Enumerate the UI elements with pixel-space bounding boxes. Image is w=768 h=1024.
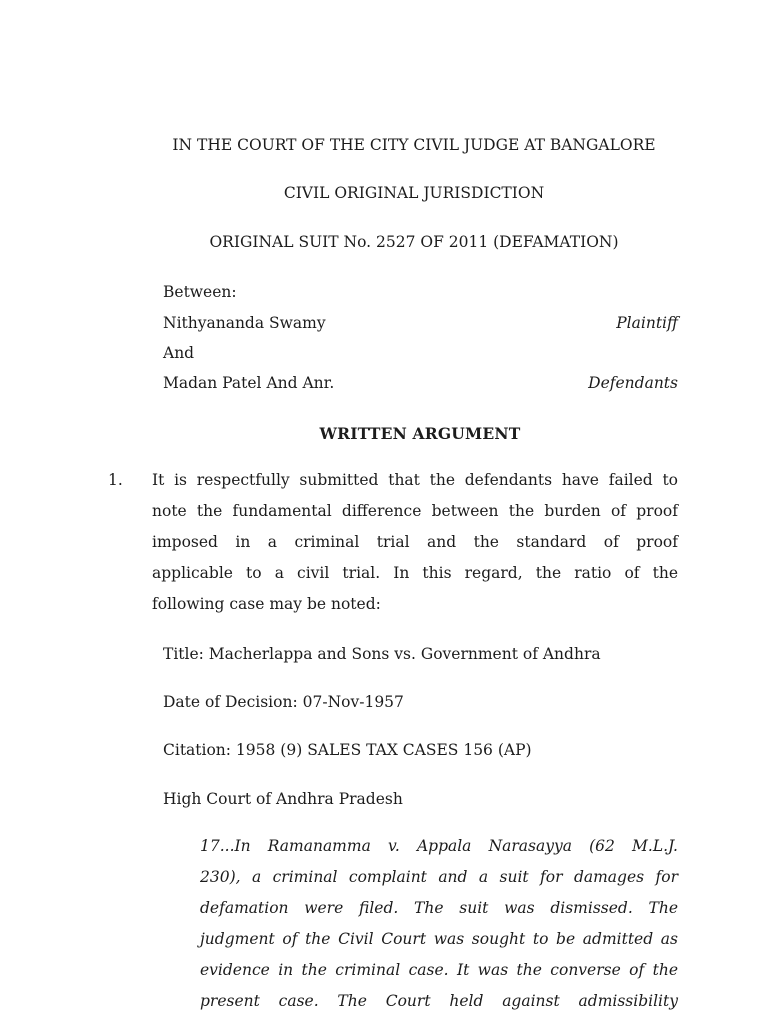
case-citation: Citation: 1958 (9) SALES TAX CASES 156 (AP): [163, 741, 532, 759]
paragraph-line: imposed in a criminal trial and the standard of proof: [152, 533, 678, 551]
paragraph-line: following case may be noted:: [152, 595, 381, 613]
quote-line: judgment of the Civil Court was sought to be admitted as: [200, 930, 678, 948]
case-date: Date of Decision: 07-Nov-1957: [163, 693, 404, 711]
quote-line: 230), a criminal complaint and a suit for damages for: [200, 868, 678, 886]
section-heading: WRITTEN ARGUMENT: [319, 424, 521, 443]
paragraph-1: [152, 465, 678, 620]
quote-line: present case. The Court held against admissibility: [200, 992, 678, 1010]
and-label: And: [163, 344, 195, 362]
plaintiff-role: Plaintiff: [616, 314, 678, 332]
plaintiff-name: Nithyananda Swamy: [163, 314, 326, 332]
suit-number: ORIGINAL SUIT No. 2527 OF 2011 (DEFAMATION): [209, 233, 619, 251]
defendant-name: Madan Patel And Anr.: [163, 374, 335, 392]
quote-line: evidence in the criminal case. It was the converse of the: [200, 961, 678, 979]
defendant-row: [163, 374, 678, 392]
between-label: Between:: [163, 283, 237, 301]
paragraph-line: note the fundamental difference between the burden of proof: [152, 502, 678, 520]
quote-line: defamation were filed. The suit was dismissed. The: [200, 899, 678, 917]
plaintiff-row: [163, 314, 678, 332]
paragraph-line: It is respectfully submitted that the defendants have failed to: [152, 471, 678, 489]
paragraph-line: applicable to a civil trial. In this regard, the ratio of the: [152, 564, 678, 582]
jurisdiction-line: CIVIL ORIGINAL JURISDICTION: [283, 184, 545, 202]
paragraph-number: 1.: [108, 471, 123, 489]
case-court: High Court of Andhra Pradesh: [163, 790, 403, 808]
quote-line: 17...In Ramanamma v. Appala Narasayya (62 M.L.J.: [200, 837, 678, 855]
case-title: Title: Macherlappa and Sons vs. Government of Andhra: [163, 645, 601, 663]
block-quote: [200, 831, 678, 1017]
defendant-role: Defendants: [588, 374, 678, 392]
court-title: IN THE COURT OF THE CITY CIVIL JUDGE AT BANGALORE: [172, 136, 656, 154]
